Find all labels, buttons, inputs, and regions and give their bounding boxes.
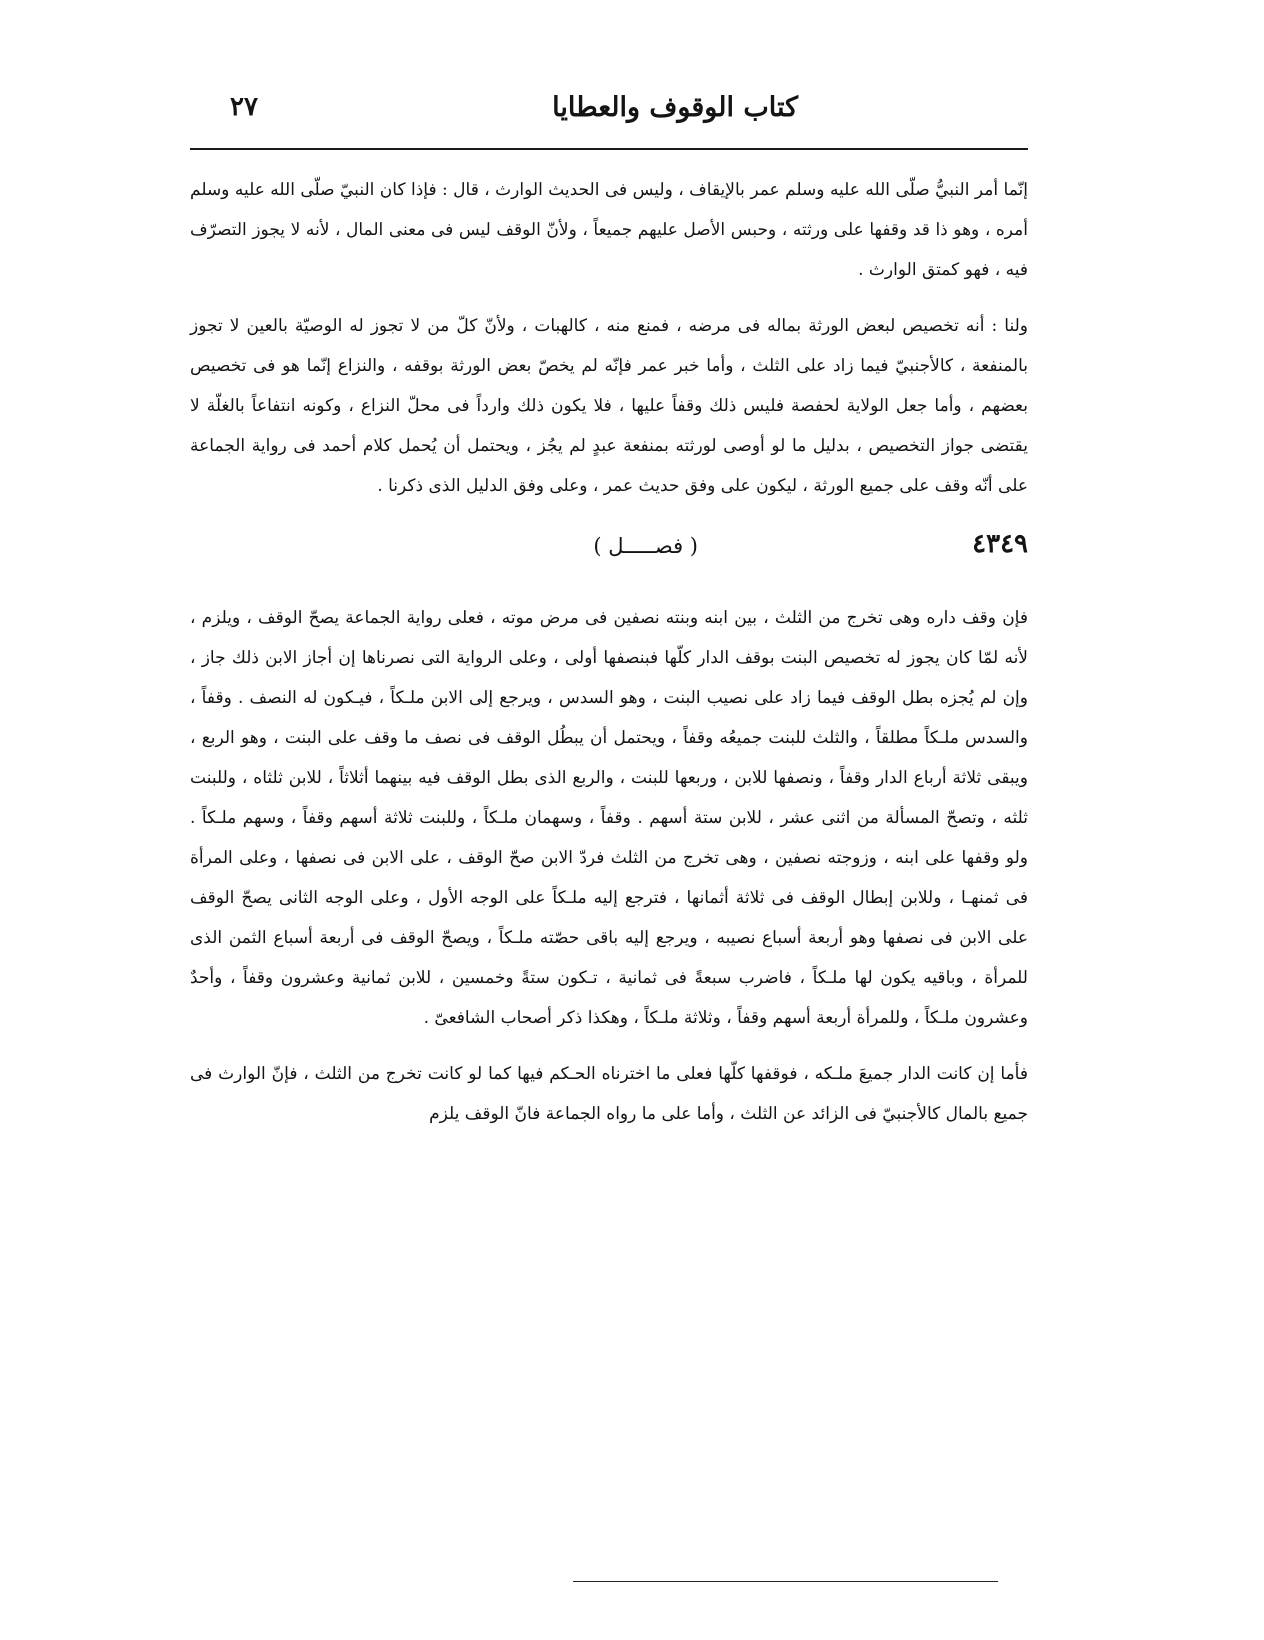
footnote-rule [573,1581,998,1582]
paragraph: فإن وقف داره وهى تخرج من الثلث ، بين ابنه وبنته نصفين فى مرض موته ، فعلى رواية الجماعة يصحّ الوقف ، ويلزم ، لأنه لمّا كان يجوز له تخصيص البنت بوقف الدار كلّها فبنصفها أولى ، وعلى الرواية التى نصرناها إن أجاز الابن ذلك جاز ، وإن لم يُجزه بطل الوقف فيما زاد على نصيب البنت ، وهو السدس ، ويرجع إلى الابن ملـكاً ، فيـكون له النصف . وقفاً ، والسدس ملـكاً مطلقاً ، والثلث للبنت جميعُه وقفاً ، ويحتمل أن يبطُل الوقف فى نصف ما وقف على البنت ، وهو الربع ، ويبقى ثلاثة أرباع الدار وقفاً ، ونصفها للابن ، وربعها للبنت ، والربع الذى بطل الوقف فيه بينهما أثلاثاً ، للابن ثلثاه ، وللبنت ثلثه ، وتصحّ المسألة من اثنى عشر ، للابن ستة أسهم . وقفاً ، وسهمان ملـكاً ، وللبنت ثلاثة أسهم وقفاً ، وسهم ملـكاً . ولو وقفها على ابنه ، وزوجته نصفين ، وهى تخرج من الثلث فردّ الابن صحّ الوقف ، على الابن فى نصفها ، وعلى المرأة فى ثمنهـا ، وللابن إبطال الوقف فى ثلاثة أثمانها ، فترجع إليه ملـكاً على الوجه الأول ، وعلى الوجه الثانى يصحّ الوقف على الابن فى نصفها وهو أربعة أسباع نصيبه ، ويرجع إليه باقى حصّته ملـكاً ، ويصحّ الوقف فى أربعة أسباع الثمن الذى للمرأة ، وباقيه يكون لها ملـكاً ، فاضرب سبعةً فى ثمانية ، تـكون ستةً وخمسين ، للابن ثمانية وعشرون وقفاً ، وأحدٌ وعشرون ملـكاً ، وللمرأة أربعة أسهم وقفاً ، وثلاثة ملـكاً ، وهكذا ذكر أصحاب الشافعىّ . [190,608,1028,1028]
page-header [190,92,1028,152]
section-heading [190,522,1028,580]
paragraph: ولنا : أنه تخصيص لبعض الورثة بماله فى مرضه ، فمنع منه ، كالهبات ، ولأنّ كلّ من لا تجوز له الوصيّة بالعين لا تجوز بالمنفعة ، كالأجنبيّ فيما زاد على الثلث ، وأما خبر عمر فإنّه لم يخصّ بعض الورثة بوقفه ، والنزاع إنّما هو فى تخصيص بعضهم ، وأما جعل الولاية لحفصة فليس ذلك وقفاً عليها ، فلا يكون ذلك وارداً فى محلّ النزاع ، وكونه انتفاعاً بالغلّة لا يقتضى جواز التخصيص ، بدليل ما لو أوصى لورثته بمنفعة عبدٍ لم يجُز ، ويحتمل أن يُحمل كلام أحمد فى رواية الجماعة على أنّه وقف على جميع الورثة ، ليكون على وفق حديث عمر ، وعلى وفق الدليل الذى ذكرنا . [190,316,1028,496]
page-number: ٢٧ [230,92,258,122]
header-rule [190,148,1028,150]
paragraph: فأما إن كانت الدار جميعَ ملـكه ، فوقفها كلّها فعلى ما اخترناه الحـكم فيها كما لو كانت تخرج من الثلث ، فإنّ الوارث فى جميع بالمال كالأجنبيّ فى الزائد عن الثلث ، وأما على ما رواه الجماعة فانّ الوقف يلزم [190,1064,1028,1124]
running-title: كتاب الوقوف والعطايا [552,92,798,123]
section-title: ( فصـــــل ) [593,534,698,558]
section-number: ٤٣٤٩ [972,529,1028,559]
page-body [190,170,1028,1150]
paragraph: إنّما أمر النبيُّ صلّى الله عليه وسلم عمر بالإيقاف ، وليس فى الحديث الوارث ، قال : فإذا كان النبيّ صلّى الله عليه وسلم أمره ، وهو ذا قد وقفها على ورثته ، وحبس الأصل عليهم جميعاً ، ولأنّ الوقف ليس فى معنى المال ، لأنه لا يجوز التصرّف فيه ، فهو كمتق الوارث . [190,180,1028,280]
